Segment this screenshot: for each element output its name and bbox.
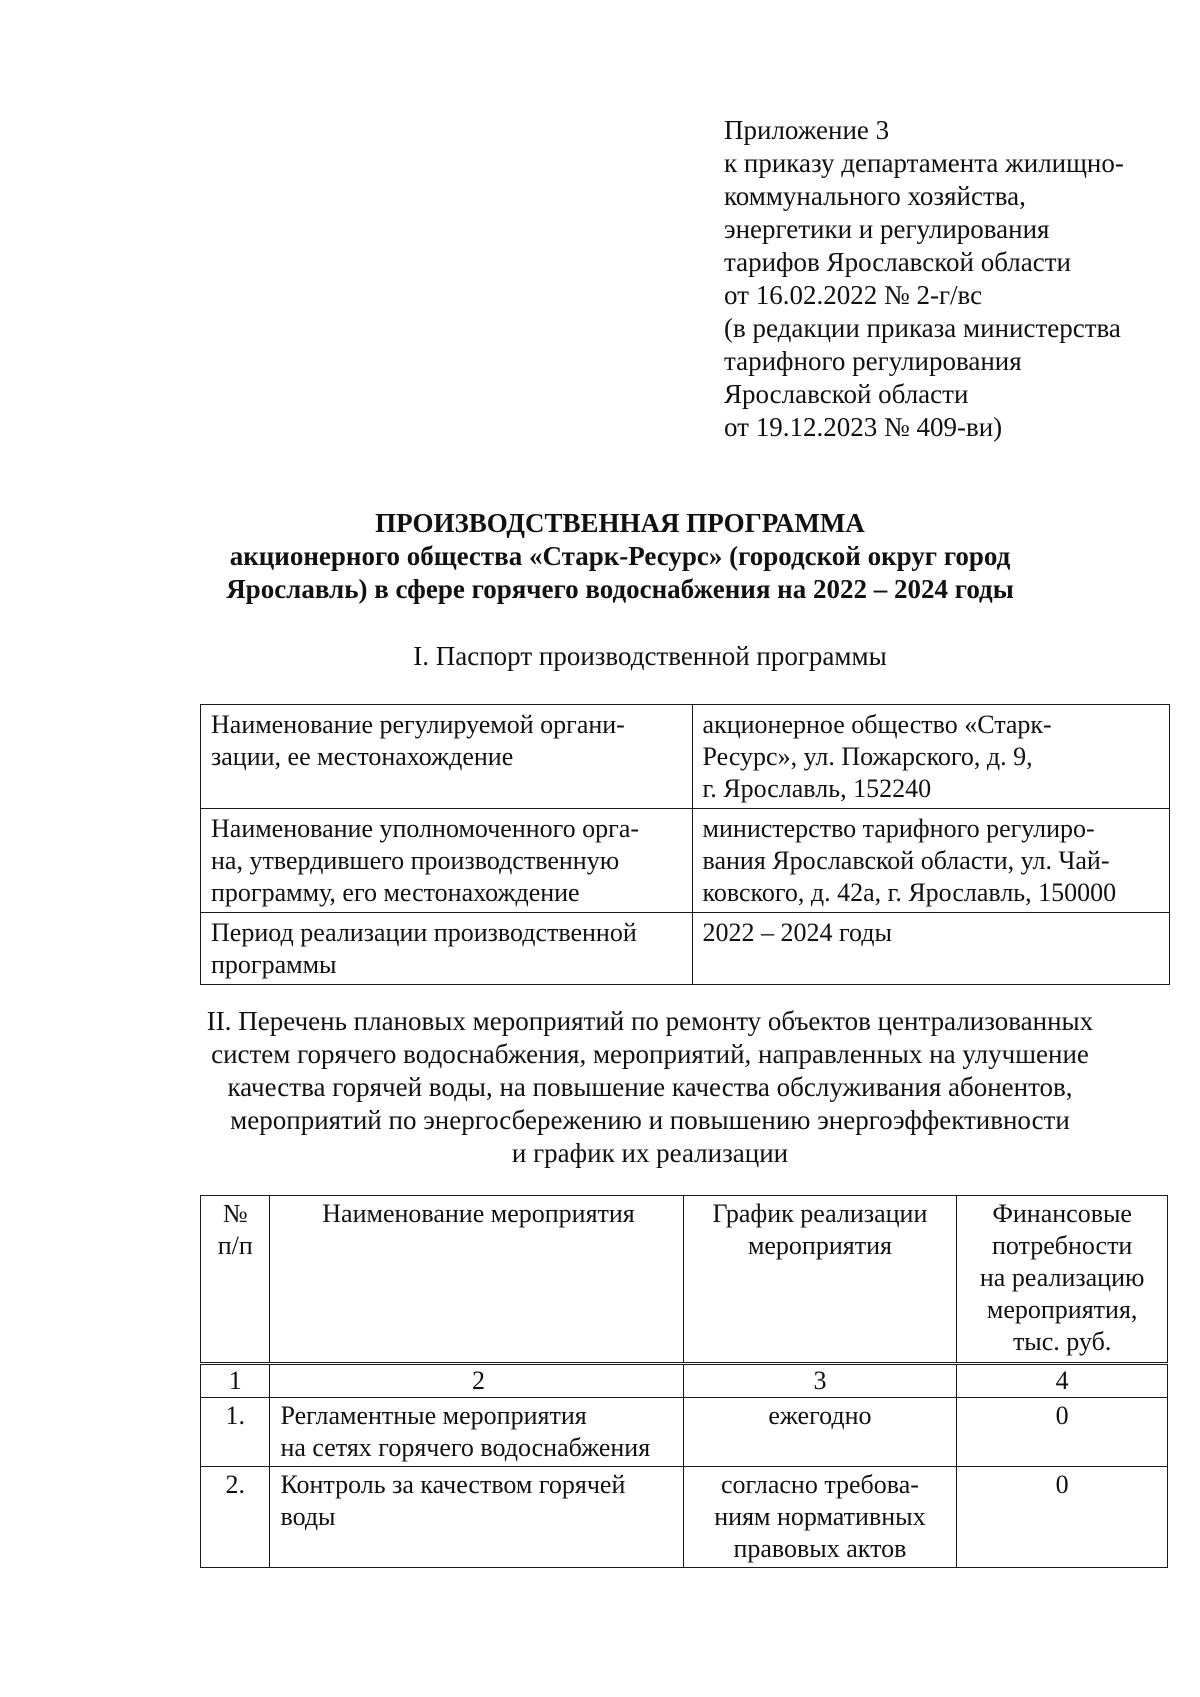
passport-value-cell [692, 705, 1169, 809]
header-name [270, 1196, 683, 1364]
passport-value-cell [692, 809, 1169, 913]
table-row [201, 809, 1170, 913]
header-finance [957, 1196, 1168, 1364]
header-line: График реализации [712, 1199, 928, 1228]
title-subline: Ярославль) в сфере горячего водоснабжения на 2022 – 2024 годы [226, 574, 1014, 604]
column-number: 1 [201, 1364, 270, 1398]
header-num [201, 1196, 270, 1364]
cell-line: министерство тарифного регулиро- [702, 814, 1095, 843]
table-header-row [201, 1196, 1168, 1364]
cell-line: Контроль за качеством горячей [280, 1470, 626, 1499]
passport-value-cell [692, 913, 1169, 985]
appendix-line: Приложение 3 [724, 115, 890, 145]
table-row [201, 1398, 1168, 1467]
passport-label-cell [201, 913, 693, 985]
passport-label-cell [201, 705, 693, 809]
column-number: 3 [683, 1364, 957, 1398]
appendix-line: от 16.02.2022 № 2-г/вс [724, 280, 983, 310]
measures-table [200, 1195, 1168, 1568]
section2-heading-line: и график их реализации [511, 1138, 789, 1168]
cell-line: ковского, д. 42а, г. Ярославль, 150000 [702, 878, 1117, 907]
section1-heading-text: I. Паспорт производственной программы [413, 641, 887, 671]
header-line: на реализацию [979, 1263, 1145, 1292]
column-number-row [201, 1364, 1168, 1398]
header-schedule [683, 1196, 957, 1364]
row-schedule [683, 1467, 957, 1568]
row-num: 2. [201, 1467, 270, 1568]
row-name [270, 1398, 683, 1467]
title-subline: акционерного общества «Старк-Ресурс» (городской округ город [229, 541, 1011, 571]
column-number: 2 [270, 1364, 683, 1398]
appendix-line: Ярославской области [724, 379, 969, 409]
row-num: 1. [201, 1398, 270, 1467]
appendix-reference [724, 114, 1124, 444]
cell-line: вания Ярославской области, ул. Чай- [702, 846, 1110, 875]
cell-line: ежегодно [768, 1401, 872, 1430]
appendix-line: тарифов Ярославской области [724, 247, 1071, 277]
cell-line: программы [211, 950, 337, 979]
cell-line: Период реализации производственной [211, 918, 637, 947]
cell-line: Ресурс», ул. Пожарского, д. 9, [702, 742, 1033, 771]
section2-heading [150, 1005, 1150, 1170]
row-finance: 0 [957, 1398, 1168, 1467]
section2-heading-line: II. Перечень плановых мероприятий по ремонту объектов централизованных [206, 1006, 1094, 1036]
passport-label-cell [201, 809, 693, 913]
title-main: ПРОИЗВОДСТВЕННАЯ ПРОГРАММА [375, 508, 865, 538]
row-finance: 0 [957, 1467, 1168, 1568]
cell-line: воды [280, 1502, 336, 1531]
column-number: 4 [957, 1364, 1168, 1398]
cell-line: Регламентные мероприятия [280, 1401, 587, 1430]
section2-heading-line: качества горячей воды, на повышение качества обслуживания абонентов, [227, 1072, 1073, 1102]
cell-line: на, утвердившего производственную [211, 846, 620, 875]
cell-line: 2022 – 2024 годы [702, 918, 892, 947]
appendix-line: (в редакции приказа министерства [724, 313, 1121, 343]
cell-line: на сетях горячего водоснабжения [280, 1433, 651, 1462]
document-title [190, 507, 1050, 606]
appendix-line: от 19.12.2023 № 409-ви) [724, 412, 1003, 442]
table-row [201, 913, 1170, 985]
table-row [201, 1467, 1168, 1568]
appendix-line: тарифного регулирования [724, 346, 1022, 376]
cell-line: акционерное общество «Старк- [702, 710, 1052, 739]
header-line: № [222, 1199, 248, 1228]
header-line: п/п [217, 1231, 253, 1260]
header-line: тыс. руб. [1012, 1327, 1112, 1356]
cell-line: зации, ее местонахождение [211, 742, 514, 771]
header-line: потребности [991, 1231, 1133, 1260]
header-line: мероприятия, [986, 1295, 1138, 1324]
header-line: мероприятия [747, 1231, 892, 1260]
cell-line: Наименование уполномоченного орга- [211, 814, 640, 843]
row-schedule [683, 1398, 957, 1467]
appendix-line: к приказу департамента жилищно- [724, 148, 1124, 178]
cell-line: согласно требова- [720, 1470, 919, 1499]
section2-heading-line: систем горячего водоснабжения, мероприятий, направленных на улучшение [211, 1039, 1089, 1069]
table-row [201, 705, 1170, 809]
cell-line: ниям нормативных [714, 1502, 926, 1531]
header-line: Наименование мероприятия [322, 1199, 635, 1228]
cell-line: правовых актов [733, 1534, 907, 1563]
cell-line: программу, его местонахождение [211, 878, 580, 907]
appendix-line: коммунального хозяйства, [724, 181, 1026, 211]
passport-table [200, 704, 1170, 985]
appendix-line: энергетики и регулирования [724, 214, 1050, 244]
section2-heading-line: мероприятий по энергосбережению и повышению энергоэффективности [230, 1105, 1070, 1135]
cell-line: г. Ярославль, 152240 [702, 774, 932, 803]
row-name [270, 1467, 683, 1568]
header-line: Финансовые [992, 1199, 1132, 1228]
section1-heading [150, 640, 1150, 673]
cell-line: Наименование регулируемой органи- [211, 710, 625, 739]
